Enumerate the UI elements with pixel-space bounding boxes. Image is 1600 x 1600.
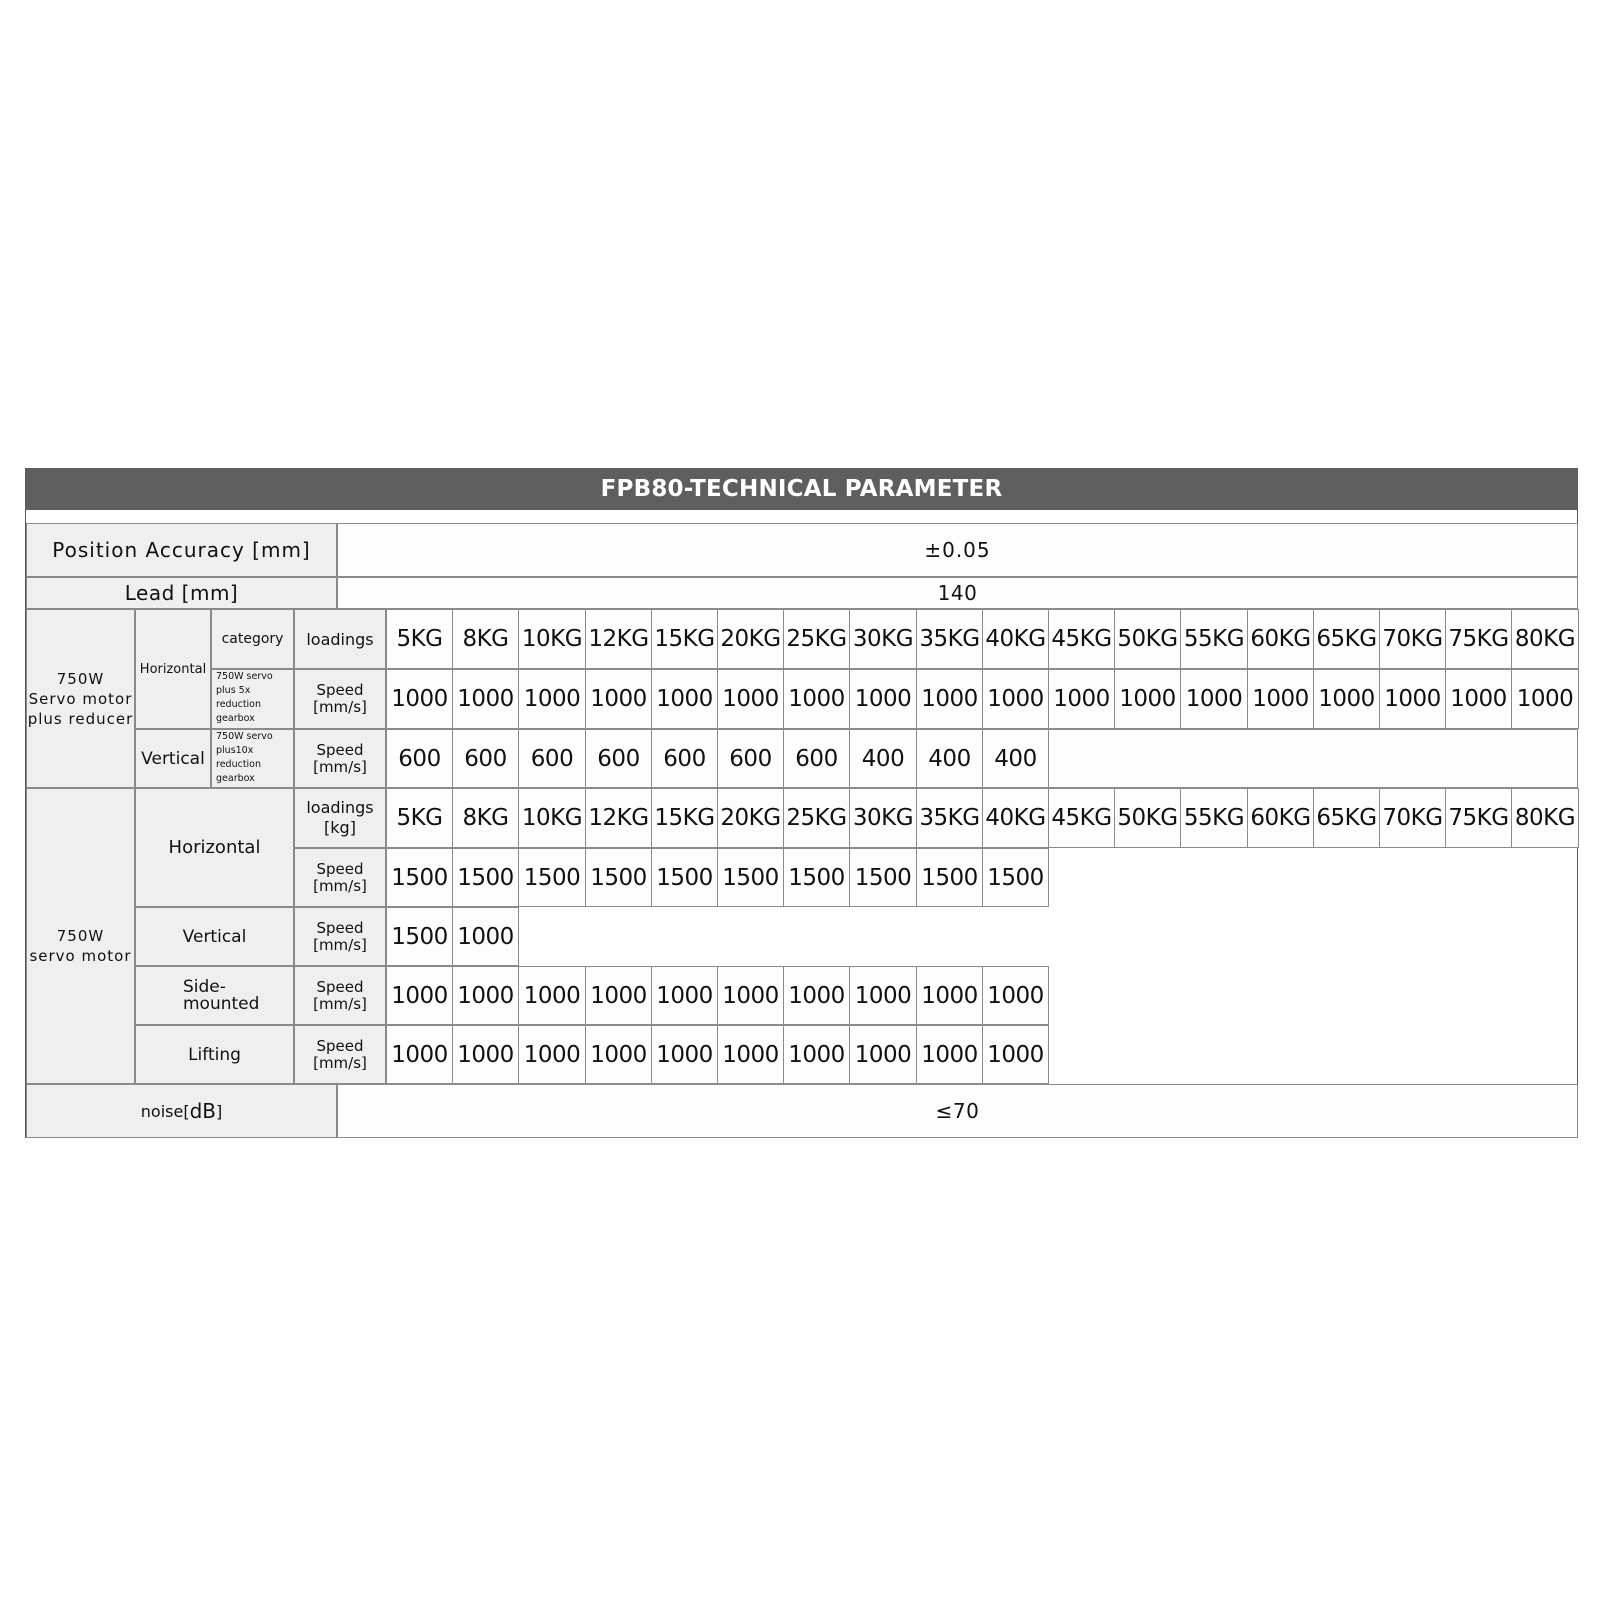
reducer-horizontal-speed-cell: 1000 — [585, 669, 652, 729]
lifting-speed-label — [294, 1025, 386, 1084]
servo-vertical-speed-cell: 1000 — [452, 907, 519, 966]
speed-label-line1: Speed — [316, 859, 364, 878]
reducer-loading-cell: 15KG — [651, 609, 718, 669]
side-mounted-speed-cell: 1000 — [916, 966, 983, 1025]
reducer-loading-cell: 30KG — [849, 609, 917, 669]
lead-label: Lead [mm] — [26, 577, 337, 609]
reducer-horizontal-speed-cell: 1000 — [651, 669, 718, 729]
servo-loading-cell: 70KG — [1379, 788, 1446, 848]
servo-loading-cell: 5KG — [386, 788, 453, 848]
servo-horizontal-speed-cell: 1500 — [783, 848, 850, 907]
servo-horizontal-speed-cell: 1500 — [585, 848, 652, 907]
reducer-loading-cell: 80KG — [1511, 609, 1579, 669]
servo-loading-cell: 40KG — [982, 788, 1049, 848]
servo-loading-cell: 50KG — [1114, 788, 1181, 848]
speed-label-line1: Speed — [316, 1036, 364, 1055]
servo-loading-cell: 80KG — [1511, 788, 1579, 848]
speed-label-line1: Speed — [316, 681, 364, 699]
side-mounted-speed-cell: 1000 — [518, 966, 586, 1025]
reducer-horizontal-speed-label — [294, 669, 386, 729]
side-mounted-speed-cell: 1000 — [386, 966, 453, 1025]
speed-label-line2: [mm/s] — [313, 876, 367, 895]
noise-label — [26, 1084, 337, 1138]
reducer-loading-cell: 50KG — [1114, 609, 1181, 669]
servo-loading-cell: 75KG — [1445, 788, 1512, 848]
reducer-loading-cell: 75KG — [1445, 609, 1512, 669]
servo-loading-cell: 8KG — [452, 788, 519, 848]
servo-loading-cell: 12KG — [585, 788, 652, 848]
reducer-vertical-speed-cell: 600 — [717, 729, 784, 788]
reducer-horizontal-speed-cell: 1000 — [386, 669, 453, 729]
reducer-horizontal-speed-cell: 1000 — [1445, 669, 1512, 729]
reducer-loading-cell: 70KG — [1379, 609, 1446, 669]
reducer-vertical-label: Vertical — [135, 729, 211, 788]
reducer-horizontal-speed-cell: 1000 — [982, 669, 1049, 729]
reducer-vertical-speed-label — [294, 729, 386, 788]
lifting-speed-cell: 1000 — [717, 1025, 784, 1084]
servo-vertical-label: Vertical — [135, 907, 294, 966]
reducer-horizontal-speed-cell: 1000 — [1180, 669, 1248, 729]
reducer-horizontal-speed-cell: 1000 — [1114, 669, 1181, 729]
category-desc-line: 750W servo — [216, 671, 273, 682]
reducer-loading-cell: 8KG — [452, 609, 519, 669]
servo-loading-cell: 10KG — [518, 788, 586, 848]
loadings-label-line2: [kg] — [324, 818, 356, 837]
servo-loading-cell: 35KG — [916, 788, 983, 848]
side-mounted-speed-cell: 1000 — [783, 966, 850, 1025]
servo-horizontal-speed-cell: 1500 — [717, 848, 784, 907]
servo-loading-cell: 55KG — [1180, 788, 1248, 848]
reducer-horizontal-speed-cell: 1000 — [1313, 669, 1380, 729]
reducer-motor-line1: 750W — [56, 669, 105, 688]
category-desc-line: gearbox — [216, 713, 255, 724]
side-mounted-line1: Side- — [183, 976, 226, 997]
servo-horizontal-speed-label — [294, 848, 386, 907]
reducer-horizontal-speed-cell: 1000 — [1247, 669, 1314, 729]
lifting-speed-cell: 1000 — [386, 1025, 453, 1084]
speed-label-line1: Speed — [316, 740, 364, 759]
lifting-speed-cell: 1000 — [452, 1025, 519, 1084]
loadings-label-line1: loadings — [306, 798, 374, 817]
speed-label-line2: [mm/s] — [313, 698, 367, 716]
reducer-motor-label — [26, 609, 135, 788]
side-mounted-speed-cell: 1000 — [849, 966, 917, 1025]
reducer-horizontal-speed-cell: 1000 — [849, 669, 917, 729]
reducer-vertical-speed-cell: 600 — [452, 729, 519, 788]
reducer-horizontal-speed-cell: 1000 — [783, 669, 850, 729]
category-desc-line: gearbox — [216, 773, 255, 784]
lifting-speed-cell: 1000 — [982, 1025, 1049, 1084]
lifting-speed-cell: 1000 — [916, 1025, 983, 1084]
lead-value: 140 — [337, 577, 1578, 609]
reducer-horizontal-label: Horizontal — [135, 609, 211, 729]
servo-horizontal-label: Horizontal — [135, 788, 294, 907]
servo-horizontal-speed-cell: 1500 — [916, 848, 983, 907]
reducer-loading-cell: 20KG — [717, 609, 784, 669]
reducer-horizontal-speed-cell: 1000 — [916, 669, 983, 729]
lifting-speed-cell: 1000 — [585, 1025, 652, 1084]
reducer-vertical-speed-cell: 600 — [783, 729, 850, 788]
reducer-loading-cell: 12KG — [585, 609, 652, 669]
reducer-loading-cell: 45KG — [1048, 609, 1115, 669]
reducer-vertical-speed-cell: 600 — [518, 729, 586, 788]
noise-label-suffix: ] — [215, 1101, 223, 1121]
servo-motor-line2: servo motor — [29, 947, 132, 965]
servo-motor-label — [26, 788, 135, 1084]
reducer-horizontal-speed-cell: 1000 — [452, 669, 519, 729]
servo-horizontal-speed-cell: 1500 — [982, 848, 1049, 907]
reducer-motor-line2: Servo motor — [28, 689, 133, 708]
side-mounted-speed-label — [294, 966, 386, 1025]
servo-loading-cell: 30KG — [849, 788, 917, 848]
position-accuracy-value: ±0.05 — [337, 523, 1578, 577]
servo-vertical-speed-cell: 1500 — [386, 907, 453, 966]
servo-horizontal-speed-cell: 1500 — [452, 848, 519, 907]
side-mounted-label — [135, 966, 294, 1025]
reducer-vertical-speed-cell: 400 — [916, 729, 983, 788]
reducer-motor-line3: plus reducer — [27, 709, 134, 728]
servo-horizontal-speed-cell: 1500 — [518, 848, 586, 907]
servo-vertical-speed-label — [294, 907, 386, 966]
reducer-loading-cell: 55KG — [1180, 609, 1248, 669]
lifting-speed-cell: 1000 — [849, 1025, 917, 1084]
reducer-vertical-speed-cell: 400 — [849, 729, 917, 788]
servo-loading-cell: 65KG — [1313, 788, 1380, 848]
noise-value: ≤70 — [337, 1084, 1578, 1138]
reducer-loading-cell: 5KG — [386, 609, 453, 669]
category-desc-line: plus10x reduction — [216, 745, 262, 770]
servo-loading-cell: 60KG — [1247, 788, 1314, 848]
servo-horizontal-speed-cell: 1500 — [651, 848, 718, 907]
servo-horizontal-speed-cell: 1500 — [386, 848, 453, 907]
reducer-horizontal-speed-cell: 1000 — [1511, 669, 1579, 729]
servo-loading-cell: 45KG — [1048, 788, 1115, 848]
noise-label-prefix: noise[ — [140, 1101, 190, 1121]
side-mounted-speed-cell: 1000 — [717, 966, 784, 1025]
reducer-horizontal-category — [211, 669, 294, 729]
reducer-vertical-speed-cell: 600 — [386, 729, 453, 788]
position-accuracy-label: Position Accuracy [mm] — [26, 523, 337, 577]
category-desc-line: 750W servo — [216, 731, 273, 742]
servo-loadings-label — [294, 788, 386, 848]
category-desc-line: plus 5x reduction — [216, 685, 262, 710]
side-mounted-speed-cell: 1000 — [585, 966, 652, 1025]
speed-label-line1: Speed — [316, 918, 364, 937]
reducer-horizontal-speed-cell: 1000 — [1048, 669, 1115, 729]
noise-label-unit: dB — [189, 1099, 216, 1123]
servo-loading-cell: 20KG — [717, 788, 784, 848]
reducer-loading-cell: 10KG — [518, 609, 586, 669]
speed-label-line2: [mm/s] — [313, 994, 367, 1013]
reducer-vertical-speed-cell: 400 — [982, 729, 1049, 788]
speed-label-line2: [mm/s] — [313, 757, 367, 776]
reducer-horizontal-speed-cell: 1000 — [518, 669, 586, 729]
servo-horizontal-speed-cell: 1500 — [849, 848, 917, 907]
reducer-vertical-category — [211, 729, 294, 788]
reducer-loading-cell: 40KG — [982, 609, 1049, 669]
speed-label-line2: [mm/s] — [313, 1053, 367, 1072]
servo-loading-cell: 15KG — [651, 788, 718, 848]
reducer-horizontal-speed-cell: 1000 — [717, 669, 784, 729]
servo-loading-cell: 25KG — [783, 788, 850, 848]
side-mounted-speed-cell: 1000 — [651, 966, 718, 1025]
reducer-vertical-speed-cell: 600 — [651, 729, 718, 788]
category-header: category — [211, 609, 294, 669]
reducer-loading-cell: 65KG — [1313, 609, 1380, 669]
side-mounted-line2: mounted — [183, 993, 260, 1014]
speed-label-line2: [mm/s] — [313, 935, 367, 954]
servo-motor-line1: 750W — [56, 927, 105, 945]
reducer-horizontal-speed-cell: 1000 — [1379, 669, 1446, 729]
lifting-speed-cell: 1000 — [518, 1025, 586, 1084]
speed-label-line1: Speed — [316, 977, 364, 996]
empty-fill — [1046, 729, 1578, 788]
table-title: FPB80-TECHNICAL PARAMETER — [25, 468, 1578, 510]
reducer-loading-cell: 60KG — [1247, 609, 1314, 669]
reducer-loading-cell: 35KG — [916, 609, 983, 669]
lifting-speed-cell: 1000 — [783, 1025, 850, 1084]
reducer-loading-cell: 25KG — [783, 609, 850, 669]
side-mounted-speed-cell: 1000 — [452, 966, 519, 1025]
lifting-speed-cell: 1000 — [651, 1025, 718, 1084]
side-mounted-speed-cell: 1000 — [982, 966, 1049, 1025]
lifting-label: Lifting — [135, 1025, 294, 1084]
reducer-loadings-label: loadings — [294, 609, 386, 669]
reducer-vertical-speed-cell: 600 — [585, 729, 652, 788]
